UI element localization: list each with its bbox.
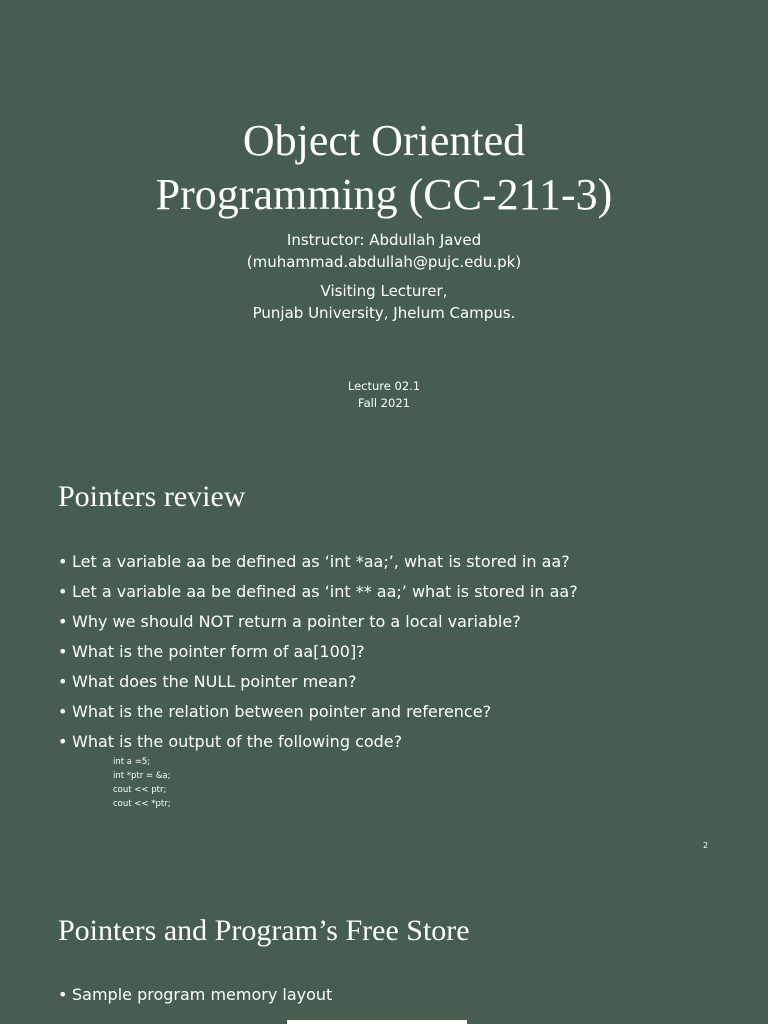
lecture-number: Lecture 02.1 — [347, 379, 421, 393]
list-item-text: Let a variable aa be defined as ‘int *aa;’, what is stored in aa? — [72, 552, 570, 571]
lecture-term: Fall 2021 — [358, 396, 410, 410]
instructor-info — [0, 229, 768, 273]
topic-list — [58, 983, 332, 1013]
question-list — [58, 550, 578, 760]
list-item — [58, 610, 578, 640]
affiliation-role: Visiting Lecturer, — [320, 282, 448, 300]
code-line: cout << *ptr; — [113, 799, 171, 809]
bullet-icon: • — [58, 732, 68, 751]
title-slide — [0, 0, 768, 445]
pointers-review-slide — [0, 445, 768, 875]
course-title — [0, 114, 768, 222]
affiliation-campus: Punjab University, Jhelum Campus. — [252, 304, 516, 322]
list-item — [58, 640, 578, 670]
bullet-icon: • — [58, 612, 68, 631]
page-number: 2 — [703, 841, 709, 850]
list-item — [58, 700, 578, 730]
instructor-name: Instructor: Abdullah Javed — [286, 231, 482, 249]
instructor-email: (muhammad.abdullah@pujc.edu.pk) — [246, 253, 522, 271]
bullet-icon: • — [58, 642, 68, 661]
list-item-text: Why we should NOT return a pointer to a local variable? — [72, 612, 521, 631]
list-item — [58, 670, 578, 700]
list-item-text: What is the relation between pointer and reference? — [72, 702, 492, 721]
list-item-text: Sample program memory layout — [72, 985, 333, 1004]
list-item-text: Let a variable aa be defined as ‘int ** aa;’ what is stored in aa? — [72, 582, 578, 601]
free-store-slide — [0, 875, 768, 1024]
slide-title: Pointers review — [58, 480, 246, 513]
memory-layout-image — [287, 1020, 467, 1024]
list-item — [58, 580, 578, 610]
list-item — [58, 550, 578, 580]
list-item-text: What is the pointer form of aa[100]? — [72, 642, 365, 661]
bullet-icon: • — [58, 985, 68, 1004]
affiliation-info — [0, 280, 768, 324]
course-title-line-2: Programming (CC-211-3) — [155, 170, 613, 219]
bullet-icon: • — [58, 582, 68, 601]
slide-title: Pointers and Program’s Free Store — [58, 914, 470, 947]
bullet-icon: • — [58, 552, 68, 571]
code-snippet — [113, 755, 171, 811]
list-item-text: What is the output of the following code? — [72, 732, 403, 751]
list-item — [58, 983, 332, 1013]
code-line: int a =5; — [113, 757, 151, 767]
course-title-line-1: Object Oriented — [242, 116, 526, 165]
code-line: int *ptr = &a; — [113, 771, 171, 781]
lecture-info — [0, 378, 768, 412]
bullet-icon: • — [58, 702, 68, 721]
bullet-icon: • — [58, 672, 68, 691]
list-item-text: What does the NULL pointer mean? — [72, 672, 357, 691]
code-line: cout << ptr; — [113, 785, 167, 795]
